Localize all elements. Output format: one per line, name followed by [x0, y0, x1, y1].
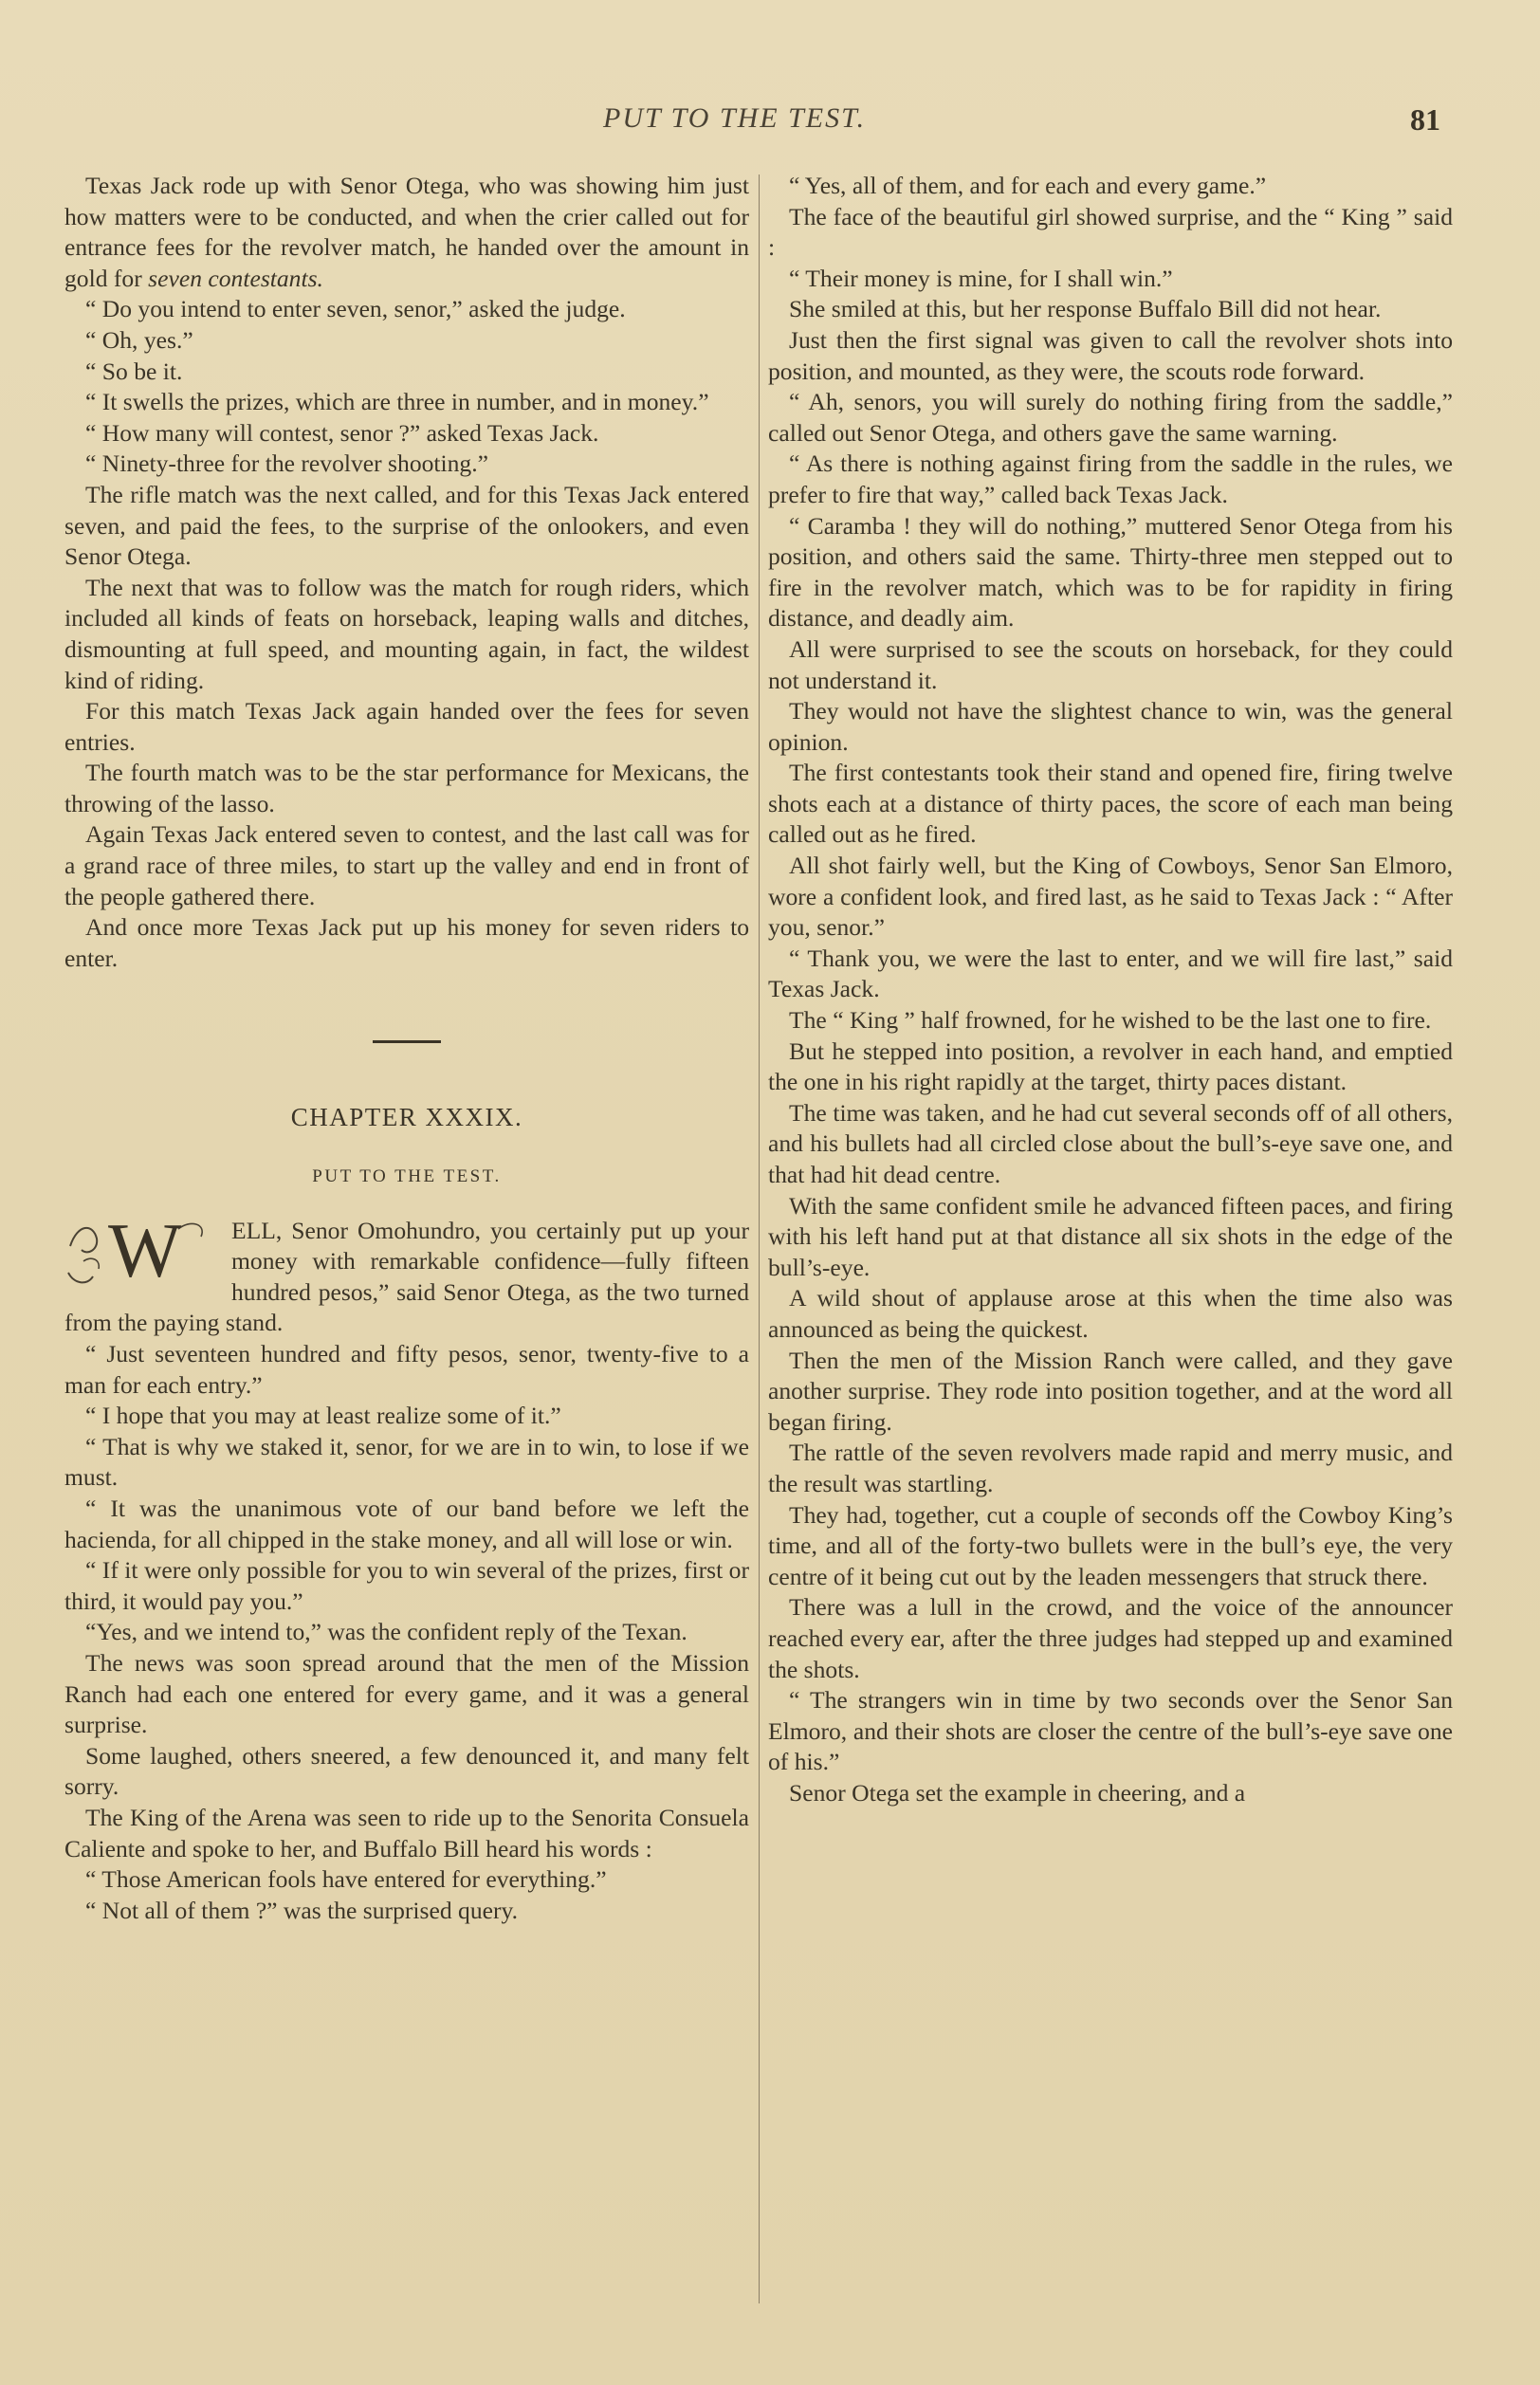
paragraph: “ Oh, yes.”: [85, 325, 193, 354]
paragraph: “ I hope that you may at least realize some of it.”: [85, 1402, 561, 1430]
paragraph: “ It swells the prizes, which are three in number, and in money.”: [85, 388, 709, 416]
paragraph: ELL, Senor Omohundro, you certainly put up your money with remarkable confidence—fully fifteen hundred pesos,” said Senor Otega, as the two turned from the paying stand.: [64, 1216, 749, 1337]
paragraph: Then the men of the Mission Ranch were called, and they gave another surprise. They rode into position together, and at the word all began firing.: [768, 1346, 1453, 1436]
paragraph: They had, together, cut a couple of seconds off the Cowboy King’s time, and all of the forty-two bullets were in the bull’s eye, the very centre of it being cut out by the leaden messengers that struck there.: [768, 1500, 1453, 1590]
paragraph: “ Their money is mine, for I shall win.”: [789, 264, 1173, 292]
paragraph: “ Not all of them ?” was the surprised query.: [85, 1896, 519, 1924]
paragraph: “ Do you intend to enter seven, senor,” asked the judge.: [85, 295, 626, 323]
paragraph: All were surprised to see the scouts on horseback, for they could not understand it.: [768, 634, 1453, 694]
paragraph: “ How many will contest, senor ?” asked Texas Jack.: [85, 418, 599, 447]
right-column: [768, 171, 1453, 1808]
paragraph: The time was taken, and he had cut several seconds off of all others, and his bullets had all circled close about the bull’s-eye save one, and that had hit dead centre.: [768, 1098, 1453, 1188]
paragraph: “ If it were only possible for you to win several of the prizes, first or third, it would pay you.”: [64, 1556, 749, 1615]
paragraph: Senor Otega set the example in cheering, and a: [789, 1778, 1246, 1807]
paragraph: “ Those American fools have entered for everything.”: [85, 1865, 607, 1894]
paragraph: “ As there is nothing against firing from the saddle in the rules, we prefer to fire that way,” called back Texas Jack.: [768, 449, 1453, 508]
chapter-rule: [373, 1040, 441, 1043]
paragraph: The rattle of the seven revolvers made rapid and merry music, and the result was startling.: [768, 1439, 1453, 1497]
paragraph: The King of the Arena was seen to ride up to the Senorita Consuela Caliente and spoke to her, and Buffalo Bill heard his words :: [64, 1803, 749, 1862]
dropcap-ornament: [64, 1206, 226, 1293]
paragraph: “ Thank you, we were the last to enter, and we will fire last,” said Texas Jack.: [768, 944, 1453, 1003]
chapter-subtitle: PUT TO THE TEST.: [312, 1166, 502, 1187]
paragraph: “ Ninety-three for the revolver shooting.”: [85, 449, 488, 478]
paragraph: The next that was to follow was the match for rough riders, which included all kinds of feats on horseback, leaping walls and ditches, dismounting at full speed, and mounting again, in fact, the wildest kind of riding.: [64, 573, 749, 694]
paragraph: And once more Texas Jack put up his money for seven riders to enter.: [64, 913, 749, 972]
paragraph: She smiled at this, but her response Buffalo Bill did not hear.: [789, 295, 1382, 323]
page-number: 81: [1410, 102, 1440, 137]
chapter-opening: [64, 1206, 749, 1339]
paragraph: Some laughed, others sneered, a few denounced it, and many felt sorry.: [64, 1741, 749, 1801]
paragraph: A wild shout of applause arose at this when the time also was announced as being the quickest.: [768, 1284, 1453, 1343]
paragraph: Just then the first signal was given to call the revolver shots into position, and mounted, as they were, the scouts rode forward.: [768, 325, 1453, 385]
paragraph: The news was soon spread around that the men of the Mission Ranch had each one entered for every game, and it was a general surprise.: [64, 1648, 749, 1739]
running-header: PUT TO THE TEST.: [603, 102, 867, 134]
paragraph: All shot fairly well, but the King of Cowboys, Senor San Elmoro, wore a confident look, and fired last, as he said to Texas Jack : “ After you, senor.”: [768, 852, 1453, 942]
paragraph: Texas Jack rode up with Senor Otega, who was showing him just how matters were to be conducted, and when the crier called out for entrance fees for the revolver match, he handed over the amount in gold for seven contestants.: [64, 172, 749, 292]
paragraph: “ Ah, senors, you will surely do nothing firing from the saddle,” called out Senor Otega, and others gave the same warning.: [768, 388, 1453, 447]
paragraph: Again Texas Jack entered seven to contest, and the last call was for a grand race of three miles, to start up the valley and end in front of the people gathered there.: [64, 820, 749, 910]
chapter-title: CHAPTER XXXIX.: [290, 1103, 523, 1132]
paragraph: “ The strangers win in time by two seconds over the Senor San Elmoro, and their shots are closer the centre of the bull’s-eye save one of his.”: [768, 1686, 1453, 1776]
paragraph: For this match Texas Jack again handed over the fees for seven entries.: [64, 697, 749, 756]
paragraph: But he stepped into position, a revolver in each hand, and emptied the one in his right rapidly at the target, thirty paces distant.: [768, 1037, 1453, 1096]
paragraph: The fourth match was to be the star performance for Mexicans, the throwing of the lasso.: [64, 759, 749, 817]
column-divider: [759, 174, 760, 2303]
dropcap-letter: W: [108, 1206, 182, 1293]
paragraph: The first contestants took their stand and opened fire, firing twelve shots each at a distance of thirty paces, the score of each man being called out as he fired.: [768, 759, 1453, 849]
paragraph: The “ King ” half frowned, for he wished to be the last one to fire.: [789, 1006, 1432, 1035]
paragraph: “ Just seventeen hundred and fifty pesos, senor, twenty-five to a man for each entry.”: [64, 1340, 749, 1399]
paragraph: “ Yes, all of them, and for each and every game.”: [789, 172, 1267, 199]
paragraph: “ Caramba ! they will do nothing,” muttered Senor Otega from his position, and others said the same. Thirty-three men stepped out to fire in the revolver match, which was to be for rapidity in firing distance, and deadly aim.: [768, 511, 1453, 633]
paragraph: They would not have the slightest chance to win, was the general opinion.: [768, 697, 1453, 756]
left-column: [64, 171, 749, 1926]
paragraph: The rifle match was the next called, and for this Texas Jack entered seven, and paid the fees, to the surprise of the onlookers, and even Senor Otega.: [64, 480, 749, 571]
italic-phrase: seven contestants.: [148, 264, 323, 292]
paragraph: There was a lull in the crowd, and the voice of the announcer reached every ear, after the three judges had stepped up and examined the shots.: [768, 1593, 1453, 1683]
paragraph: “ So be it.: [85, 357, 183, 385]
paragraph: “ It was the unanimous vote of our band before we left the hacienda, for all chipped in the stake money, and all will lose or win.: [64, 1494, 749, 1553]
paragraph: With the same confident smile he advanced fifteen paces, and firing with his left hand put at that distance all six shots in the edge of the bull’s-eye.: [768, 1191, 1453, 1281]
paragraph: “Yes, and we intend to,” was the confident reply of the Texan.: [85, 1618, 688, 1646]
paragraph: The face of the beautiful girl showed surprise, and the “ King ” said :: [768, 202, 1453, 262]
paragraph: “ That is why we staked it, senor, for we are in to win, to lose if we must.: [64, 1432, 749, 1492]
